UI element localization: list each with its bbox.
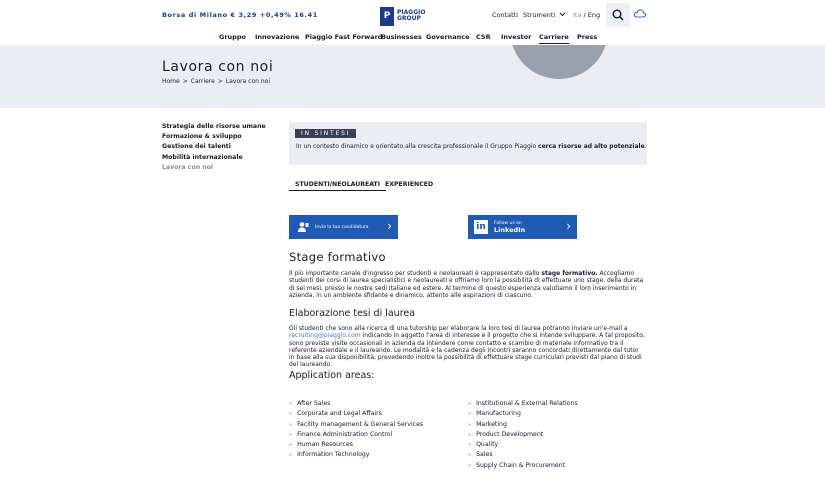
bullet-icon: » — [468, 421, 472, 428]
areas-list-left — [289, 399, 423, 461]
stage-text-a: Il più importante canale d'ingresso per studenti e neolaureati è rappresentato dallo — [289, 270, 542, 277]
area-label: Marketing — [476, 420, 507, 428]
page-title: Lavora con noi — [162, 59, 274, 75]
tab-studenti-neolaureati[interactable]: STUDENTI/NEOLAUREATI — [289, 179, 386, 191]
linkedin-line2: LinkedIn — [494, 226, 526, 234]
tesi-paragraph — [289, 325, 646, 369]
chevron-right-icon: › — [387, 219, 392, 233]
logo-line1: PIAGGIO — [397, 8, 426, 16]
linkedin-text — [494, 220, 525, 234]
bullet-icon: » — [289, 442, 293, 449]
language-switch — [573, 11, 600, 19]
list-item — [468, 420, 578, 430]
list-item — [289, 409, 423, 419]
nav-csr[interactable]: CSR — [476, 33, 491, 41]
list-item — [468, 399, 578, 409]
application-areas-heading: Application areas: — [289, 370, 375, 381]
area-label: Supply Chain & Procurement — [476, 461, 566, 469]
breadcrumb — [162, 78, 270, 85]
hero-section — [0, 45, 825, 108]
bullet-icon: » — [468, 431, 472, 438]
breadcrumb-separator: > — [182, 78, 188, 85]
area-label: Product Development — [476, 430, 544, 438]
bullet-icon: » — [289, 401, 293, 407]
bullet-icon: » — [289, 452, 293, 459]
bullet-icon: » — [289, 431, 293, 438]
cloud-icon[interactable] — [633, 8, 647, 20]
side-menu — [162, 122, 272, 173]
stock-ticker: Borsa di Milano € 3,29 +0,49% 16.41 — [162, 11, 318, 19]
area-label: Finance Administration Control — [297, 430, 393, 438]
breadcrumb-current: Lavora con noi — [225, 78, 270, 85]
areas-list-right — [468, 399, 578, 471]
sidebar-item-formazione[interactable]: Formazione & sviluppo — [162, 133, 242, 141]
tesi-text-a: Gli studenti che sono alla ricerca di una tutorship per elaborare la loro tesi di laurea potranno inviare un'e-mail a — [289, 325, 628, 332]
list-item — [468, 450, 578, 460]
stage-text-bold: stage formativo. — [541, 270, 598, 277]
breadcrumb-home[interactable]: Home — [162, 78, 180, 85]
tesi-text-b: indicando in aggetto l'area di interesse e il progetto che si intende sviluppare. A tal proposito, sono previste visite occasionali in azienda da intendere come contatto e scambio di materiale informativo tra il referente aziendale e il laureando. Le modalità e la cadenza degli incontri saranno concordati direttamente dal tutor in base alla sua disponibilità, prevedendo inoltre la possibilità di effettuare stage curriculari previsti dal piano di studi del laureando. — [289, 332, 645, 369]
list-item — [289, 430, 423, 440]
nav-piaggio-fast-forward[interactable]: Piaggio Fast Forward — [305, 33, 383, 41]
breadcrumb-carriere[interactable]: Carriere — [190, 78, 215, 85]
list-item — [289, 450, 423, 460]
list-item — [289, 399, 423, 409]
sidebar-item-strategia[interactable]: Strategia delle risorse umane — [162, 123, 266, 130]
bullet-icon: » — [468, 401, 472, 407]
list-item — [468, 440, 578, 450]
main-navigation — [0, 33, 825, 45]
area-label: Facility management & General Services — [297, 420, 424, 428]
summary-tag: IN SINTESI — [295, 129, 356, 138]
list-item — [468, 430, 578, 440]
logo-text — [397, 10, 425, 23]
linkedin-line1: Follow us on — [494, 221, 522, 226]
nav-innovazione[interactable]: Innovazione — [255, 33, 300, 41]
bullet-icon: » — [468, 411, 472, 418]
breadcrumb-separator: > — [217, 78, 223, 85]
area-label: Information Technology — [297, 451, 370, 459]
list-item — [289, 440, 423, 450]
stage-heading: Stage formativo — [289, 250, 386, 264]
bullet-icon: » — [289, 411, 293, 418]
bullet-icon: » — [468, 442, 472, 449]
sidebar-item-lavora-con-noi[interactable]: Lavora con noi — [162, 163, 214, 171]
sidebar-item-mobilita[interactable]: Mobilità internazionale — [162, 153, 243, 161]
nav-gruppo[interactable]: Gruppo — [219, 33, 246, 41]
logo-line2: GROUP — [397, 15, 421, 22]
area-label: Institutional & External Relations — [476, 400, 578, 407]
summary-text-prefix: In un contesto dinamico e orientato alla crescita professionale il Gruppo Piaggio — [296, 143, 539, 150]
bullet-icon: » — [468, 462, 472, 469]
sidebar-item-gestione-talenti[interactable]: Gestione dei talenti — [162, 143, 231, 151]
lang-separator: / — [581, 11, 588, 19]
hero-badge-image — [510, 45, 608, 79]
area-label: Sales — [476, 451, 493, 459]
search-button[interactable] — [606, 3, 630, 27]
chevron-down-icon — [559, 12, 566, 17]
stage-text-c: Accogliamo studenti dei corsi di laurea specialistici e neolaureati e offriamo loro la possibilità di effettuare uno stage, della durata di sei mesi, presso le nostre sedi italiane ed estere. Al termine di questo esperienza valutiamo il loro inserimento in azienda, in un ambiente sfidante e dinamico, attento alle aspirazioni di ciascuno. — [289, 270, 644, 299]
lang-eng[interactable]: Eng — [587, 11, 601, 19]
logo-mark: P — [380, 7, 394, 26]
area-label: After Sales — [297, 400, 331, 407]
nav-press[interactable]: Press — [577, 33, 598, 41]
list-item — [468, 409, 578, 419]
nav-investor[interactable]: Investor — [501, 33, 532, 41]
person-icon — [297, 221, 309, 233]
nav-businesses[interactable]: Businesses — [381, 33, 422, 41]
stage-paragraph — [289, 270, 646, 299]
area-label: Human Resources — [297, 441, 353, 449]
summary-text-bold: cerca risorse ad alto potenziale — [538, 143, 645, 150]
lang-ita[interactable]: Ita — [573, 11, 582, 19]
tesi-heading: Elaborazione tesi di laurea — [289, 308, 416, 319]
nav-carriere[interactable]: Carriere — [539, 33, 569, 44]
area-label: Corporate and Legal Affairs — [297, 410, 382, 418]
list-item — [468, 461, 578, 471]
bullet-icon: » — [468, 452, 472, 459]
send-application-banner[interactable] — [289, 215, 398, 239]
list-item — [289, 420, 423, 430]
contatti-link[interactable]: Contatti — [492, 11, 519, 19]
recruiting-email-link[interactable]: recruiting@piaggio.com — [289, 332, 361, 340]
summary-text-suffix: . — [644, 143, 647, 150]
summary-box — [289, 122, 647, 165]
strumenti-dropdown[interactable] — [523, 11, 566, 19]
tab-experienced[interactable]: EXPERIENCED — [385, 181, 434, 188]
area-label: Quality — [476, 441, 499, 449]
area-label: Manufacturing — [476, 410, 521, 418]
summary-text — [296, 143, 647, 150]
piaggio-group-logo[interactable] — [380, 6, 432, 26]
nav-governance[interactable]: Governance — [426, 33, 470, 41]
send-application-label: Invia la tua candidatura — [315, 224, 369, 230]
chevron-right-icon: › — [566, 219, 571, 233]
bullet-icon: » — [289, 421, 293, 428]
linkedin-banner[interactable] — [468, 215, 577, 239]
strumenti-label: Strumenti — [523, 11, 556, 19]
search-icon — [612, 9, 624, 21]
linkedin-icon: in — [474, 220, 488, 234]
